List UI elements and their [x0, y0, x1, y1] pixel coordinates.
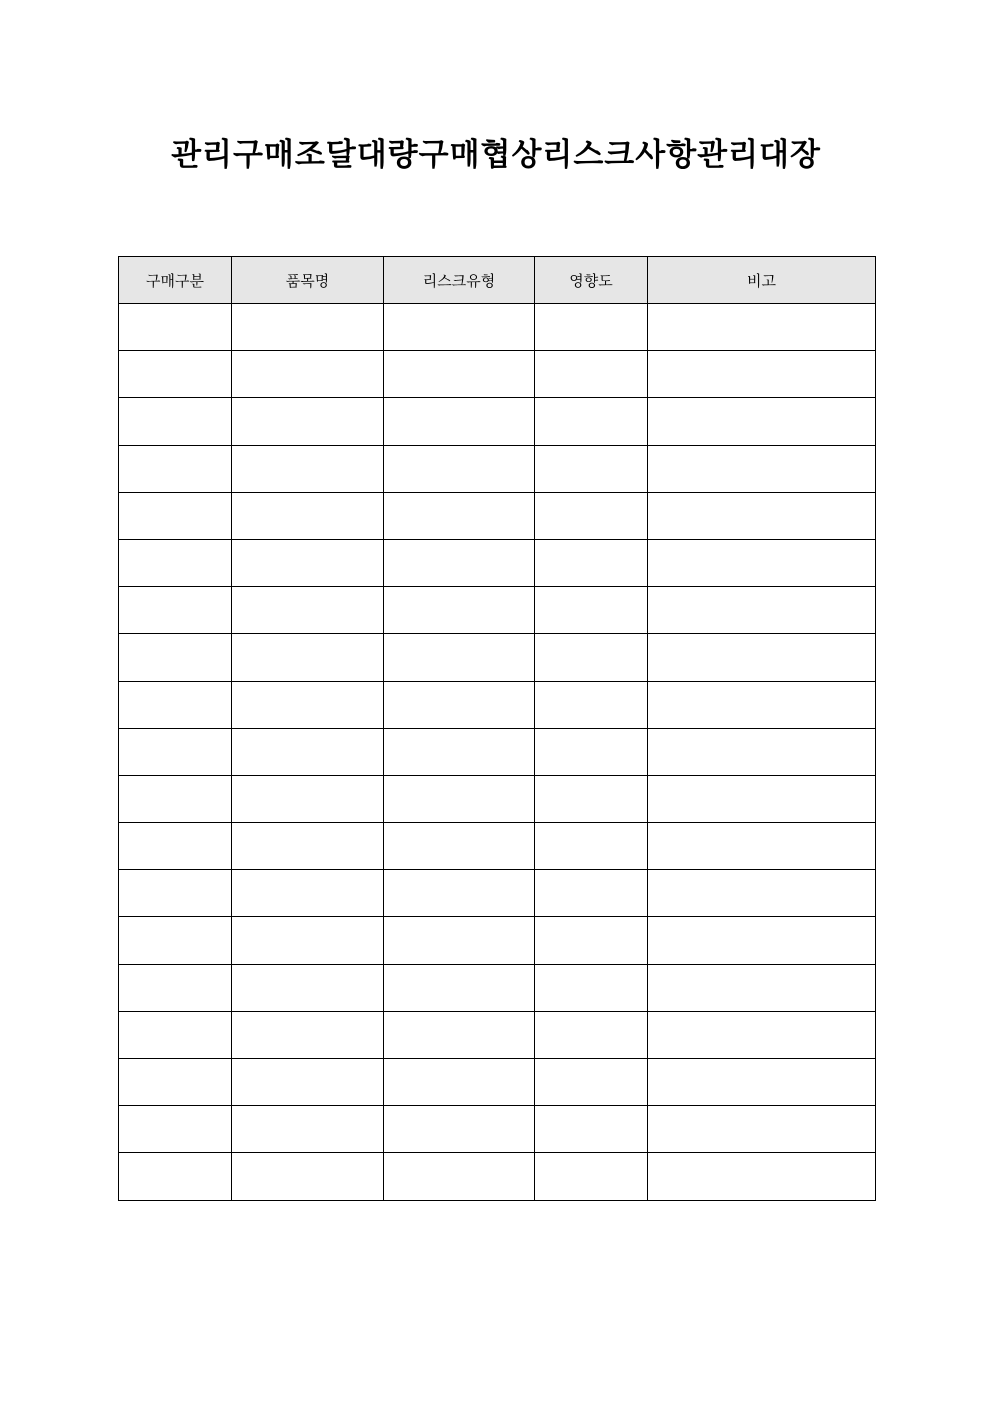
table-row — [119, 1153, 876, 1200]
cell-risk-type[interactable] — [384, 398, 535, 445]
cell-remarks[interactable] — [648, 1106, 876, 1153]
header-remarks: 비고 — [648, 257, 876, 304]
cell-item-name[interactable] — [232, 1059, 384, 1106]
cell-purchase-category[interactable] — [119, 775, 232, 822]
cell-item-name[interactable] — [232, 917, 384, 964]
table-row — [119, 1059, 876, 1106]
cell-impact[interactable] — [535, 870, 648, 917]
header-purchase-category: 구매구분 — [119, 257, 232, 304]
cell-item-name[interactable] — [232, 304, 384, 351]
cell-purchase-category[interactable] — [119, 398, 232, 445]
cell-remarks[interactable] — [648, 634, 876, 681]
cell-risk-type[interactable] — [384, 1059, 535, 1106]
cell-remarks[interactable] — [648, 823, 876, 870]
cell-risk-type[interactable] — [384, 964, 535, 1011]
cell-item-name[interactable] — [232, 398, 384, 445]
table-row — [119, 445, 876, 492]
table-row — [119, 351, 876, 398]
table-header-row — [119, 257, 876, 304]
cell-purchase-category[interactable] — [119, 728, 232, 775]
cell-remarks[interactable] — [648, 304, 876, 351]
cell-impact[interactable] — [535, 917, 648, 964]
cell-impact[interactable] — [535, 823, 648, 870]
cell-impact[interactable] — [535, 1011, 648, 1058]
cell-risk-type[interactable] — [384, 775, 535, 822]
cell-impact[interactable] — [535, 492, 648, 539]
cell-purchase-category[interactable] — [119, 304, 232, 351]
table-row — [119, 1011, 876, 1058]
cell-risk-type[interactable] — [384, 587, 535, 634]
cell-remarks[interactable] — [648, 445, 876, 492]
table-row — [119, 728, 876, 775]
cell-item-name[interactable] — [232, 492, 384, 539]
cell-item-name[interactable] — [232, 445, 384, 492]
cell-impact[interactable] — [535, 634, 648, 681]
cell-remarks[interactable] — [648, 351, 876, 398]
risk-register-table — [118, 256, 876, 1201]
cell-risk-type[interactable] — [384, 870, 535, 917]
cell-purchase-category[interactable] — [119, 1106, 232, 1153]
cell-risk-type[interactable] — [384, 539, 535, 586]
table-row — [119, 870, 876, 917]
table-row — [119, 634, 876, 681]
table-row — [119, 587, 876, 634]
cell-purchase-category[interactable] — [119, 492, 232, 539]
table-row — [119, 775, 876, 822]
cell-item-name[interactable] — [232, 775, 384, 822]
cell-impact[interactable] — [535, 1059, 648, 1106]
table-body — [119, 304, 876, 1201]
cell-impact[interactable] — [535, 964, 648, 1011]
cell-remarks[interactable] — [648, 539, 876, 586]
cell-impact[interactable] — [535, 1153, 648, 1200]
table-row — [119, 917, 876, 964]
header-risk-type: 리스크유형 — [384, 257, 535, 304]
cell-purchase-category[interactable] — [119, 445, 232, 492]
cell-purchase-category[interactable] — [119, 634, 232, 681]
document-title: 관리구매조달대량구매협상리스크사항관리대장 — [171, 137, 821, 173]
cell-risk-type[interactable] — [384, 351, 535, 398]
cell-item-name[interactable] — [232, 539, 384, 586]
table-row — [119, 304, 876, 351]
header-impact: 영향도 — [535, 257, 648, 304]
cell-impact[interactable] — [535, 304, 648, 351]
table-row — [119, 492, 876, 539]
cell-impact[interactable] — [535, 445, 648, 492]
cell-purchase-category[interactable] — [119, 1011, 232, 1058]
cell-remarks[interactable] — [648, 917, 876, 964]
cell-item-name[interactable] — [232, 870, 384, 917]
table-row — [119, 681, 876, 728]
cell-impact[interactable] — [535, 728, 648, 775]
cell-risk-type[interactable] — [384, 445, 535, 492]
cell-impact[interactable] — [535, 681, 648, 728]
cell-remarks[interactable] — [648, 728, 876, 775]
cell-risk-type[interactable] — [384, 1106, 535, 1153]
table-row — [119, 964, 876, 1011]
cell-purchase-category[interactable] — [119, 823, 232, 870]
cell-purchase-category[interactable] — [119, 870, 232, 917]
cell-item-name[interactable] — [232, 351, 384, 398]
cell-purchase-category[interactable] — [119, 917, 232, 964]
cell-remarks[interactable] — [648, 775, 876, 822]
cell-purchase-category[interactable] — [119, 539, 232, 586]
table-row — [119, 823, 876, 870]
cell-item-name[interactable] — [232, 681, 384, 728]
cell-purchase-category[interactable] — [119, 964, 232, 1011]
cell-impact[interactable] — [535, 539, 648, 586]
cell-remarks[interactable] — [648, 1153, 876, 1200]
cell-item-name[interactable] — [232, 634, 384, 681]
cell-risk-type[interactable] — [384, 681, 535, 728]
cell-remarks[interactable] — [648, 1059, 876, 1106]
cell-item-name[interactable] — [232, 587, 384, 634]
cell-remarks[interactable] — [648, 681, 876, 728]
table-row — [119, 539, 876, 586]
cell-purchase-category[interactable] — [119, 1059, 232, 1106]
cell-remarks[interactable] — [648, 587, 876, 634]
cell-item-name[interactable] — [232, 964, 384, 1011]
cell-impact[interactable] — [535, 775, 648, 822]
cell-impact[interactable] — [535, 398, 648, 445]
cell-purchase-category[interactable] — [119, 1153, 232, 1200]
cell-risk-type[interactable] — [384, 1011, 535, 1058]
table-row — [119, 398, 876, 445]
cell-item-name[interactable] — [232, 1106, 384, 1153]
cell-remarks[interactable] — [648, 1011, 876, 1058]
table-row — [119, 1106, 876, 1153]
cell-purchase-category[interactable] — [119, 587, 232, 634]
cell-item-name[interactable] — [232, 1153, 384, 1200]
cell-item-name[interactable] — [232, 1011, 384, 1058]
cell-risk-type[interactable] — [384, 1153, 535, 1200]
cell-risk-type[interactable] — [384, 917, 535, 964]
cell-remarks[interactable] — [648, 492, 876, 539]
cell-risk-type[interactable] — [384, 823, 535, 870]
cell-item-name[interactable] — [232, 823, 384, 870]
cell-impact[interactable] — [535, 1106, 648, 1153]
cell-remarks[interactable] — [648, 870, 876, 917]
cell-purchase-category[interactable] — [119, 351, 232, 398]
cell-purchase-category[interactable] — [119, 681, 232, 728]
header-item-name: 품목명 — [232, 257, 384, 304]
cell-risk-type[interactable] — [384, 634, 535, 681]
cell-remarks[interactable] — [648, 398, 876, 445]
cell-item-name[interactable] — [232, 728, 384, 775]
cell-risk-type[interactable] — [384, 492, 535, 539]
cell-impact[interactable] — [535, 587, 648, 634]
cell-impact[interactable] — [535, 351, 648, 398]
cell-remarks[interactable] — [648, 964, 876, 1011]
cell-risk-type[interactable] — [384, 304, 535, 351]
cell-risk-type[interactable] — [384, 728, 535, 775]
